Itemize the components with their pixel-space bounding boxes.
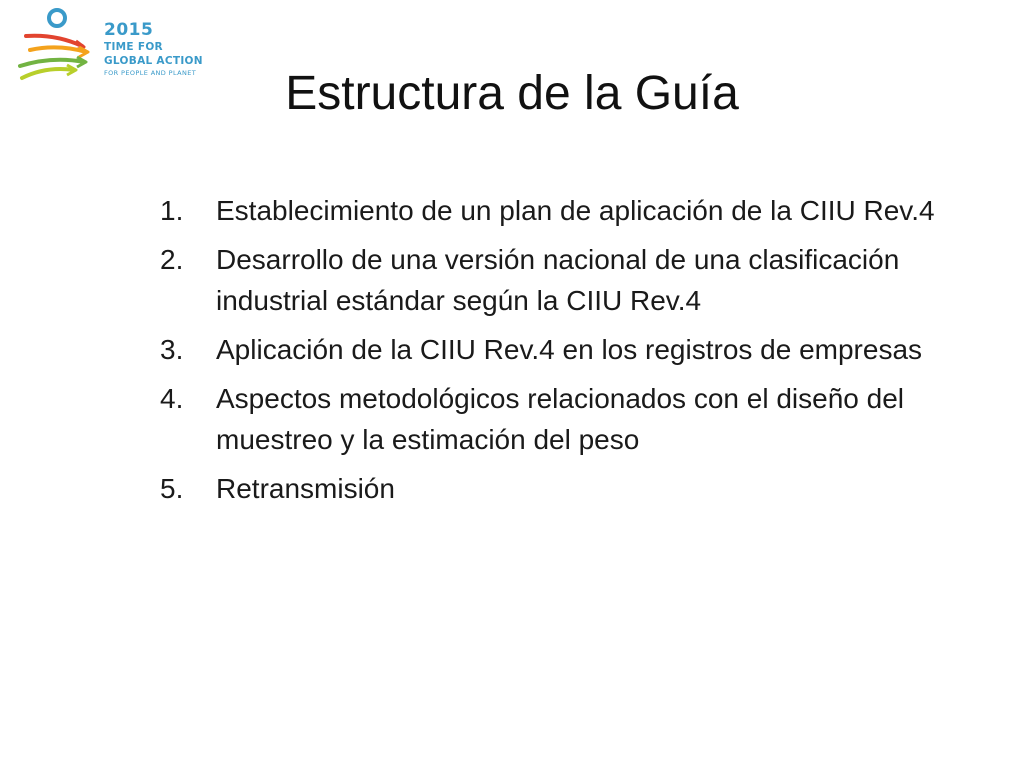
slide-item-list xyxy=(160,190,950,517)
slide-title: Estructura de la Guía xyxy=(285,67,739,120)
logo-line-2: GLOBAL ACTION xyxy=(104,54,203,67)
logo-arrow-red xyxy=(26,36,82,46)
list-item-text: Aplicación de la CIIU Rev.4 en los registros de empresas xyxy=(216,334,923,365)
logo-circle xyxy=(49,10,65,26)
logo-tagline: FOR PEOPLE AND PLANET xyxy=(104,69,197,77)
list-item xyxy=(160,329,950,370)
logo-arrow-orange xyxy=(30,47,86,52)
logo-line-1: TIME FOR xyxy=(104,41,163,53)
list-item xyxy=(160,378,950,460)
list-item-number: 4. xyxy=(160,383,184,414)
list-item-text: Aspectos metodológicos relacionados con el diseño del muestreo y la estimación del peso xyxy=(216,383,904,455)
list-item-text: Desarrollo de una versión nacional de una clasificación industrial estándar según la CIIU Rev.4 xyxy=(216,244,900,316)
list-item xyxy=(160,239,950,321)
list-item-number: 5. xyxy=(160,473,184,504)
list-item-number: 1. xyxy=(160,195,184,226)
list-item xyxy=(160,468,950,509)
list-item-number: 2. xyxy=(160,244,184,275)
list-item-number: 3. xyxy=(160,334,184,365)
logo-year: 2015 xyxy=(104,20,154,40)
list-item-text: Establecimiento de un plan de aplicación de la CIIU Rev.4 xyxy=(216,195,935,226)
list-item xyxy=(160,190,950,231)
list-item-text: Retransmisión xyxy=(216,473,395,504)
